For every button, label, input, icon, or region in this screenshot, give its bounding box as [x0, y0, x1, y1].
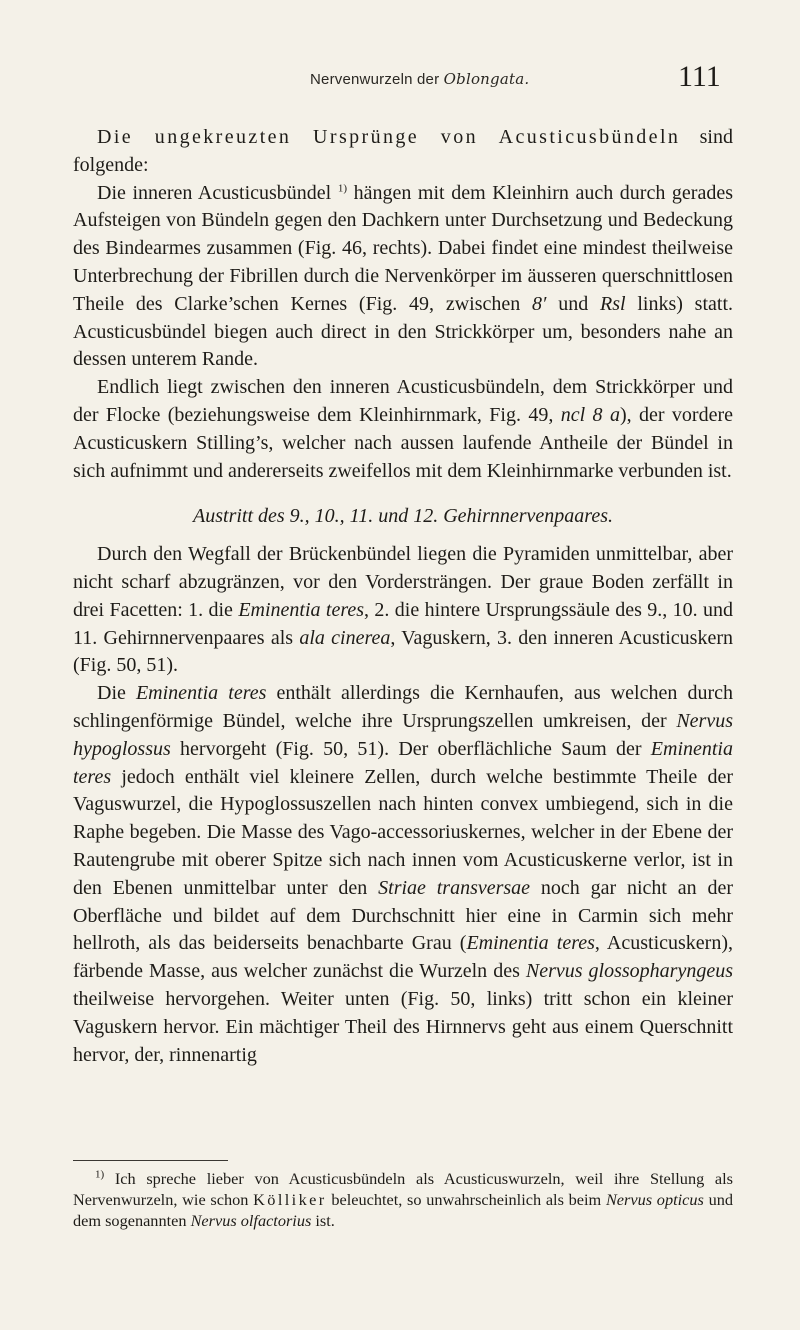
italic-span: Eminentia teres [73, 737, 733, 788]
italic-span: Nervus opticus [605, 1190, 704, 1209]
intro-paragraph [73, 124, 733, 180]
paragraph-1 [73, 180, 733, 375]
italic-span: Striae transversae [378, 876, 531, 899]
paragraph-3 [73, 541, 733, 680]
text-span: hängen mit dem Kleinhirn auch durch gerades Aufsteigen von Bündeln gegen den Dachkern unter Durchsetzung und Bedeckung des Bindearmes zusammen (Fig. 46, rechts). Dabei findet eine mindest theilweise Unterbrechung der Fibrillen durch die Nervenkörper im äusseren querschnittlosen Theile des Clarke’schen Kernes (Fig. 49, zwischen [73, 181, 733, 315]
italic-span: ncl 8 a [560, 403, 620, 426]
text-span: ), der vordere Acusticuskern Stilling’s, welcher nach aussen laufende Antheile der Bündel in sich aufnimmt und andererseits zweifellos mit dem Kleinhirnmarke verbunden ist. [73, 403, 734, 482]
italic-span: Nervus hypoglossus [73, 709, 733, 760]
footnote [73, 1168, 733, 1231]
intro-rest: sind folgende: [73, 126, 733, 176]
text-span: links) statt. Acusticusbündel biegen auch direct in den Strickkörper um, besonders nahe an dessen unterem Rande. [73, 292, 734, 371]
italic-span: Nervus olfactorius [190, 1211, 312, 1230]
text-span: theilweise hervorgehen. Weiter unten (Fig. 50, links) tritt schon ein kleiner Vaguskern hervor. Ein mächtiger Theil des Hirnnervs geht aus einem Querschnitt hervor, der, rinnenartig [73, 987, 733, 1066]
running-head [310, 70, 529, 88]
footnote-marker: 1) [337, 181, 347, 194]
italic-span: Eminentia teres [466, 932, 595, 955]
main-text [73, 124, 733, 1069]
text-span: Endlich liegt zwischen den inneren Acusticusbündeln, dem Strickkörper und der Flocke (beziehungsweise dem Kleinhirnmark, Fig. 49, [73, 376, 733, 426]
text-span: , 2. die hintere Ursprungssäule des 9., 10. und 11. Gehirnnervenpaares als [73, 598, 734, 649]
text-span: noch gar nicht an der Oberfläche und bildet auf dem Durchschnitt hier eine in Carmin sich mehr hellroth, als das beiderseits benachbarte Grau ( [73, 876, 734, 955]
text-span: hervorgeht (Fig. 50, 51). Der oberflächliche Saum der [170, 737, 651, 760]
running-head-italic: Oblongata. [443, 70, 530, 88]
italic-span: ala cinerea [299, 626, 391, 649]
italic-span: Eminentia teres [135, 682, 267, 705]
text-span: und [546, 292, 600, 315]
text-span: , Vaguskern, 3. den inneren Acusticuskern (Fig. 50, 51). [73, 626, 733, 677]
text-span: , Acusticuskern), färbende Masse, aus welcher zunächst die Wurzeln des [73, 932, 733, 983]
text-span: enthält allerdings die Kernhaufen, aus welchen durch schlingenförmige Bündel, welche ihre Ursprungszellen umkreisen, der [73, 682, 733, 732]
page-number: 111 [678, 60, 721, 93]
paragraph-4 [73, 680, 733, 1069]
author-name: Kölliker [253, 1190, 327, 1209]
italic-span: 8′ [532, 292, 547, 315]
footnote-paragraph [73, 1168, 733, 1231]
text-span: Ich spreche lieber von Acusticusbündeln als Acusticuswurzeln, weil ihre Stellung als Nervenwurzeln, wie schon [73, 1169, 733, 1209]
text-span: Durch den Wegfall der Brückenbündel liegen die Pyramiden unmittelbar, aber nicht scharf abzugränzen, vor den Vordersträngen. Der graue Boden zerfällt in drei Facetten: 1. die [73, 543, 733, 621]
footnote-mark: 1) [95, 1168, 105, 1181]
text-span: Die inneren Acusticusbündel [97, 181, 338, 204]
text-span: Die [97, 682, 136, 705]
italic-span: Eminentia teres [238, 598, 365, 621]
italic-span: Nervus glossopharyngeus [525, 960, 733, 983]
section-heading: Austritt des 9., 10., 11. und 12. Gehirnnervenpaares. [193, 505, 613, 528]
intro-spaced-text: Die ungekreuzten Ursprünge von Acusticusbündeln [97, 126, 681, 148]
text-span: beleuchtet, so unwahrscheinlich als beim [326, 1190, 606, 1209]
running-head-prefix: Nervenwurzeln der [310, 71, 444, 88]
text-span: und dem sogenannten [73, 1190, 734, 1230]
text-span: jedoch enthält viel kleinere Zellen, durch welche bestimmte Theile der Vaguswurzel, die Hypoglossuszellen nach hinten convex umbiegend, sich in die Raphe begeben. Die Masse des Vago-accessoriuskernes, welcher in der Ebene der Rautengrube mit oberer Spitze sich nach innen vom Acusticuskerne verlor, ist in den Ebenen unmittelbar unter den [73, 765, 733, 899]
paragraph-2 [73, 374, 733, 485]
text-span: ist. [311, 1211, 335, 1230]
italic-span: Rsl [600, 292, 626, 315]
page-header [0, 60, 800, 108]
footnote-divider [73, 1160, 228, 1161]
